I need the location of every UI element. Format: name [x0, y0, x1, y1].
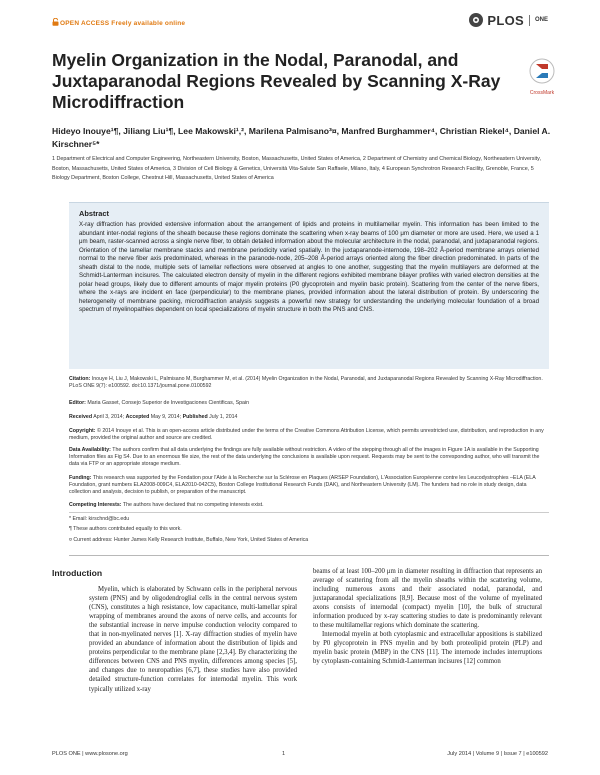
- body-column-right: [313, 567, 542, 667]
- crossmark-label: CrossMark: [529, 90, 555, 96]
- page-footer: [52, 751, 548, 763]
- crossmark-badge[interactable]: [522, 58, 562, 96]
- copyright-text: © 2014 Inouye et al. This is an open-access article distributed under the terms of the Creative Commons Attribution License, which permits unrestricted use, distribution, and reproduction in any medium, provided the original author and source are credited.: [69, 428, 544, 442]
- footer-issue: July 2014 | Volume 9 | Issue 7 | e100592: [447, 751, 548, 757]
- body-column-left: [89, 585, 297, 694]
- data-availability: [69, 447, 549, 468]
- section-heading-introduction: Introduction: [52, 568, 103, 578]
- affiliations: 1 Department of Electrical and Computer Engineering, Northeastern University, Boston, Massachusetts, United States of America, 2 Department of Chemistry and Chemical Biology, Northeastern University, Boston, Massachusetts, United States of America, 3 Division of Cell Biology & Genetics, Università Vita-Salute San Raffaele, Milano, Italy, 4 European Synchrotron Research Facility, Grenoble, France, 5 Biology Department, Boston College, Chestnut Hill, Massachusetts, United States of America: [52, 156, 541, 181]
- editor-label: Editor:: [69, 400, 86, 406]
- funding-text: This research was supported by the Fondation pour l'Aide à la Recherche sur la Sclérose en Plaques (ARSEP Foundation), L'Association Européenne contre les Leucodystrophies –ELA (ELA Foundation, grant numbers ELA2008-009C4, ELA2010-042C5), Boston College Institutional Research Funds (DAK), and Northeastern University (LM). The funders had no role in study design, data collection and analysis, decision to publish, or preparation of the manuscript.: [69, 475, 536, 496]
- paragraph: Internodal myelin at both cytoplasmic and extracellular appositions is stabilized by P0 glycoprotein in PNS myelin and by both proteolipid protein (PLP) and myelin basic protein (MBP) in the CNS [11]. The internode includes interruptions by cytoplasm-containing Schmidt-Lanterman incisures [12] common: [313, 631, 542, 666]
- citation-text: Inouye H, Liu J, Makowski L, Palmisano M, Burghammer M, et al. (2014) Myelin Organization in the Nodal, Paranodal, and Juxtaparanodal Regions Revealed by Scanning X-Ray Microdiffraction. PLoS ONE 9(7): e100592. doi:10.1371/journal.pone.0100592: [69, 376, 543, 390]
- citation: [69, 376, 549, 390]
- funding: [69, 475, 549, 496]
- paragraph: beams of at least 100–200 μm in diameter resulting in diffraction that represents an average of scattering from all the myelin sheaths within the scattering volume, including numerous axons and their associated nodal, paranodal, and juxtaparanodal specializations [8,9]. Because most of the volume of myelinated axons consists of internodal (compact) myelin [10], the bulk of structural information produced by x-ray scattering studies to date is predominantly relevant to these multilamellar regions which dominate the scattering.: [313, 568, 542, 630]
- paragraph: Myelin, which is elaborated by Schwann cells in the peripheral nervous system (PNS) and by oligodendroglial cells in the central nervous system (CNS), constitutes a high resistance, low capacitance, multi-lamellar spiral wrapping of membranes around the axons of nerve cells, and accounts for the substantial increase in nerve impulse conduction velocity compared to that in non-myelinated nerves [1]. X-ray diffraction studies of myelin have provided an abundance of information about the distribution of lipids and proteins perpendicular to the membrane plane [2,3,4]. By characterizing the differences between CNS and PNS myelin, differences among species [5], and changes due to neuropathies [6,7], these studies have also provided detailed structure-function correlates for internodal myelin. This work typically utilized x-ray: [89, 586, 297, 693]
- plos-logo-icon: [468, 12, 484, 28]
- abstract-heading: Abstract: [79, 209, 109, 218]
- footer-journal[interactable]: PLOS ONE | www.plosone.org: [52, 751, 128, 757]
- open-lock-icon: [52, 18, 59, 26]
- logo-divider: [529, 15, 530, 26]
- competing-label: Competing Interests:: [69, 502, 122, 508]
- page-number: 1: [282, 751, 286, 757]
- author-list: Hideyo Inouye¹¶, Jiliang Liu¹¶, Lee Makowski¹,², Marilena Palmisano³¤, Manfred Burghammer⁴, Christian Riekel⁴, Daniel A. Kirschner⁵*: [52, 126, 551, 149]
- email-link[interactable]: * Email: kirschnd@bc.edu: [69, 516, 130, 522]
- plos-one-logo[interactable]: [468, 12, 548, 28]
- competing-interests: [69, 502, 549, 509]
- crossmark-icon: [529, 58, 555, 84]
- competing-text: The authors have declared that no competing interests exist.: [122, 502, 264, 508]
- journal-header: [52, 12, 548, 34]
- current-address: ¤ Current address: Hunter James Kelly Research Institute, Buffalo, New York, United States of America: [69, 537, 309, 543]
- divider: [69, 512, 549, 513]
- equal-contribution: ¶ These authors contributed equally to this work.: [69, 526, 182, 532]
- logo-text: PLOS: [487, 12, 524, 28]
- dates: Received April 3, 2014; Accepted May 9, 2014; Published July 1, 2014: [69, 414, 238, 420]
- section-divider: [69, 555, 549, 556]
- abstract-box: [69, 202, 549, 369]
- citation-label: Citation:: [69, 376, 91, 382]
- logo-subtext: ONE: [534, 17, 548, 23]
- email: [69, 516, 549, 523]
- editor: [69, 400, 549, 407]
- open-access-badge: OPEN ACCESS Freely available online: [52, 18, 185, 27]
- copyright-label: Copyright:: [69, 428, 96, 434]
- abstract-text: X-ray diffraction has provided extensive information about the arrangement of lipids and proteins in multilamellar myelin. This information has been limited to the abundant inter-nodal regions of the sheath because these regions dominate the scattering when x-ray beams of 100 μm diameter or more are used. Here, we used a 1 μm beam, raster-scanned across a single nerve fiber, to obtain detailed information about the molecular architecture in the nodal, paranodal, and juxtaparanodal regions. Orientation of the lamellar membrane stacks and membrane periodicity varied spatially. In the juxtaparanode-internode, 198–202 Å-period membrane arrays oriented normal to the nerve fiber axis predominated, whereas in the paranode-node, 205–208 Å-period arrays oriented along the fiber direction predominated. In parts of the sheath distal to the node, multiple sets of lamellar reflections were observed at angles to one another, suggesting that the myelin multilayers are deformed at the Schmidt-Lanterman incisures. The calculated electron density of myelin in the different regions exhibited membrane bilayer profiles with varied electron densities at the polar head groups, likely due to different amounts of major myelin proteins (P0 glycoprotein and myelin basic protein). Scattering from the center of the nerve fibers, where the x-rays are incident en face (perpendicular) to the membrane planes, provided information about the lateral distribution of protein. By underscoring the heterogeneity of membrane packing, microdiffraction analysis suggests a powerful new strategy for understanding the underlying molecular foundation of a broad spectrum of myelinopathies dependent on local specializations of myelin structure in both the PNS and CNS.: [79, 221, 539, 314]
- funding-label: Funding:: [69, 475, 92, 481]
- data-availability-text: The authors confirm that all data underlying the findings are fully available without restriction. A video of the stepping through all of the images in Figure 1A is available in the Supporting Information files as Fig S4. Due to an enormous file size, the rest of the data underlying the conclusions is available upon request. Requests may be sent to the corresponding author, who will transmit the data via FTP or an appropriate storage medium.: [69, 447, 540, 468]
- editor-text: Maria Gasset, Consejo Superior de Investigaciones Cientificas, Spain: [87, 400, 250, 406]
- article-title: Myelin Organization in the Nodal, Paranodal, and Juxtaparanodal Regions Revealed by Scanning X-Ray Microdiffraction: [52, 50, 501, 112]
- copyright: [69, 428, 549, 442]
- data-availability-label: Data Availability:: [69, 447, 111, 453]
